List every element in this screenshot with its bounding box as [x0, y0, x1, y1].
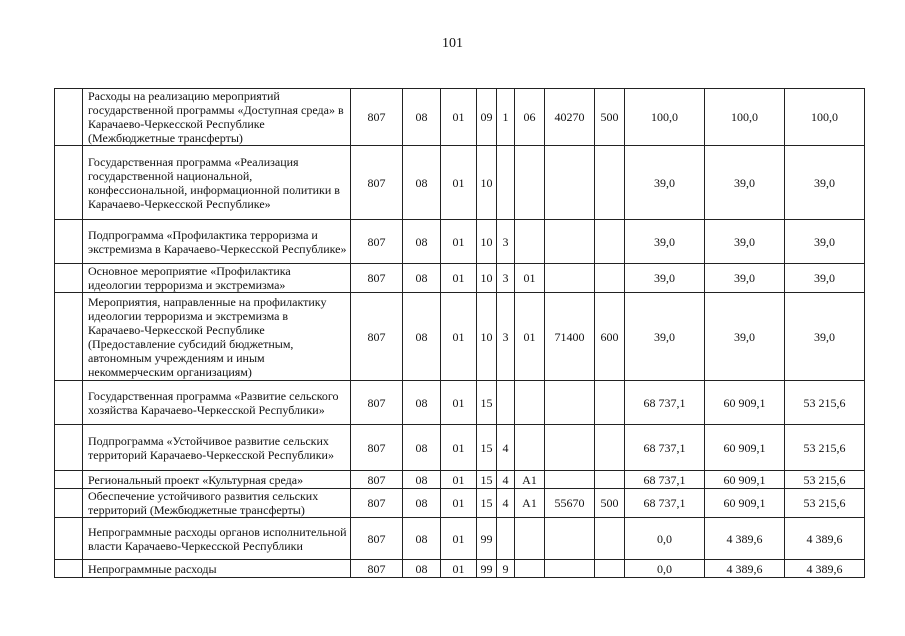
amount-year-1-cell: 0,0	[625, 560, 705, 578]
subsection-code-cell: 01	[441, 489, 477, 518]
program-code-cell: 15	[477, 471, 497, 489]
event-code-cell	[515, 560, 545, 578]
row-name-cell: Расходы на реализацию мероприятий государственной программы «Доступная среда» в Карачаево-Черкесской Республике (Межбюджетные трансферты)	[83, 89, 351, 146]
direction-code-cell	[545, 560, 595, 578]
table-row	[55, 518, 865, 560]
expense-type-code-cell	[595, 518, 625, 560]
subprogram-code-cell: 9	[497, 560, 515, 578]
row-name-cell: Непрограммные расходы	[83, 560, 351, 578]
row-name-cell: Обеспечение устойчивого развития сельских территорий (Межбюджетные трансферты)	[83, 489, 351, 518]
expense-type-code-cell: 600	[595, 293, 625, 381]
amount-year-2-cell: 4 389,6	[705, 518, 785, 560]
event-code-cell: 01	[515, 293, 545, 381]
amount-year-1-cell: 68 737,1	[625, 471, 705, 489]
subsection-code-cell: 01	[441, 89, 477, 146]
subsection-code-cell: 01	[441, 381, 477, 425]
program-code-cell: 10	[477, 146, 497, 220]
program-code-cell: 15	[477, 425, 497, 471]
subsection-code-cell: 01	[441, 471, 477, 489]
expense-type-code-cell	[595, 471, 625, 489]
admin-code-cell: 807	[351, 264, 403, 293]
program-code-cell: 10	[477, 293, 497, 381]
subsection-code-cell: 01	[441, 425, 477, 471]
row-name-cell: Государственная программа «Развитие сельского хозяйства Карачаево-Черкесской Республики»	[83, 381, 351, 425]
section-code-cell: 08	[403, 89, 441, 146]
table-row	[55, 220, 865, 264]
direction-code-cell: 71400	[545, 293, 595, 381]
event-code-cell	[515, 146, 545, 220]
direction-code-cell: 55670	[545, 489, 595, 518]
subprogram-code-cell	[497, 518, 515, 560]
admin-code-cell: 807	[351, 89, 403, 146]
section-code-cell: 08	[403, 264, 441, 293]
section-code-cell: 08	[403, 471, 441, 489]
amount-year-1-cell: 0,0	[625, 518, 705, 560]
subsection-code-cell: 01	[441, 220, 477, 264]
amount-year-3-cell: 39,0	[785, 146, 865, 220]
expense-type-code-cell	[595, 425, 625, 471]
amount-year-3-cell: 53 215,6	[785, 471, 865, 489]
amount-year-2-cell: 39,0	[705, 220, 785, 264]
row-name-cell: Непрограммные расходы органов исполнительной власти Карачаево-Черкесской Республики	[83, 518, 351, 560]
amount-year-1-cell: 100,0	[625, 89, 705, 146]
row-blank-cell	[55, 518, 83, 560]
table-body	[55, 89, 865, 578]
amount-year-2-cell: 39,0	[705, 146, 785, 220]
expense-type-code-cell: 500	[595, 89, 625, 146]
subprogram-code-cell: 3	[497, 220, 515, 264]
table-row	[55, 146, 865, 220]
amount-year-2-cell: 39,0	[705, 264, 785, 293]
amount-year-3-cell: 39,0	[785, 220, 865, 264]
row-blank-cell	[55, 471, 83, 489]
program-code-cell: 15	[477, 489, 497, 518]
table-row	[55, 560, 865, 578]
row-blank-cell	[55, 220, 83, 264]
expense-type-code-cell	[595, 381, 625, 425]
row-blank-cell	[55, 89, 83, 146]
subprogram-code-cell: 4	[497, 471, 515, 489]
row-blank-cell	[55, 560, 83, 578]
direction-code-cell	[545, 220, 595, 264]
table-row	[55, 293, 865, 381]
program-code-cell: 10	[477, 220, 497, 264]
subprogram-code-cell: 3	[497, 264, 515, 293]
program-code-cell: 99	[477, 560, 497, 578]
subsection-code-cell: 01	[441, 293, 477, 381]
admin-code-cell: 807	[351, 560, 403, 578]
row-blank-cell	[55, 489, 83, 518]
event-code-cell	[515, 381, 545, 425]
amount-year-2-cell: 60 909,1	[705, 489, 785, 518]
subprogram-code-cell	[497, 146, 515, 220]
event-code-cell: A1	[515, 489, 545, 518]
row-name-cell: Подпрограмма «Устойчивое развитие сельских территорий Карачаево-Черкесской Республики»	[83, 425, 351, 471]
direction-code-cell	[545, 518, 595, 560]
budget-table	[54, 88, 865, 578]
table-row	[55, 89, 865, 146]
event-code-cell: A1	[515, 471, 545, 489]
table-row	[55, 264, 865, 293]
expense-type-code-cell	[595, 560, 625, 578]
admin-code-cell: 807	[351, 518, 403, 560]
amount-year-3-cell: 53 215,6	[785, 425, 865, 471]
section-code-cell: 08	[403, 518, 441, 560]
amount-year-3-cell: 39,0	[785, 264, 865, 293]
event-code-cell	[515, 518, 545, 560]
direction-code-cell	[545, 381, 595, 425]
expense-type-code-cell	[595, 264, 625, 293]
admin-code-cell: 807	[351, 381, 403, 425]
row-name-cell: Региональный проект «Культурная среда»	[83, 471, 351, 489]
amount-year-1-cell: 39,0	[625, 146, 705, 220]
amount-year-1-cell: 68 737,1	[625, 489, 705, 518]
expense-type-code-cell	[595, 146, 625, 220]
amount-year-3-cell: 53 215,6	[785, 489, 865, 518]
admin-code-cell: 807	[351, 293, 403, 381]
row-name-cell: Подпрограмма «Профилактика терроризма и экстремизма в Карачаево-Черкесской Республике»	[83, 220, 351, 264]
section-code-cell: 08	[403, 220, 441, 264]
amount-year-2-cell: 100,0	[705, 89, 785, 146]
section-code-cell: 08	[403, 489, 441, 518]
subsection-code-cell: 01	[441, 518, 477, 560]
table-row	[55, 425, 865, 471]
expense-type-code-cell: 500	[595, 489, 625, 518]
row-name-cell: Основное мероприятие «Профилактика идеологии терроризма и экстремизма»	[83, 264, 351, 293]
row-blank-cell	[55, 425, 83, 471]
section-code-cell: 08	[403, 381, 441, 425]
event-code-cell: 06	[515, 89, 545, 146]
amount-year-2-cell: 39,0	[705, 293, 785, 381]
row-blank-cell	[55, 381, 83, 425]
program-code-cell: 09	[477, 89, 497, 146]
row-blank-cell	[55, 146, 83, 220]
expense-type-code-cell	[595, 220, 625, 264]
amount-year-3-cell: 53 215,6	[785, 381, 865, 425]
direction-code-cell	[545, 471, 595, 489]
page-number: 101	[442, 36, 463, 51]
subprogram-code-cell: 4	[497, 425, 515, 471]
amount-year-2-cell: 4 389,6	[705, 560, 785, 578]
direction-code-cell	[545, 425, 595, 471]
admin-code-cell: 807	[351, 489, 403, 518]
amount-year-1-cell: 39,0	[625, 220, 705, 264]
amount-year-3-cell: 39,0	[785, 293, 865, 381]
section-code-cell: 08	[403, 146, 441, 220]
direction-code-cell	[545, 264, 595, 293]
subprogram-code-cell: 4	[497, 489, 515, 518]
row-name-cell: Мероприятия, направленные на профилактику идеологии терроризма и экстремизма в Карачаево-Черкесской Республике (Предоставление субсидий бюджетным, автономным учреждениям и иным некоммерческим организациям)	[83, 293, 351, 381]
section-code-cell: 08	[403, 560, 441, 578]
event-code-cell	[515, 220, 545, 264]
amount-year-3-cell: 4 389,6	[785, 560, 865, 578]
admin-code-cell: 807	[351, 220, 403, 264]
admin-code-cell: 807	[351, 471, 403, 489]
direction-code-cell	[545, 146, 595, 220]
subprogram-code-cell: 3	[497, 293, 515, 381]
section-code-cell: 08	[403, 425, 441, 471]
admin-code-cell: 807	[351, 425, 403, 471]
amount-year-3-cell: 4 389,6	[785, 518, 865, 560]
amount-year-1-cell: 68 737,1	[625, 425, 705, 471]
amount-year-2-cell: 60 909,1	[705, 425, 785, 471]
event-code-cell: 01	[515, 264, 545, 293]
amount-year-2-cell: 60 909,1	[705, 381, 785, 425]
table-row	[55, 471, 865, 489]
row-blank-cell	[55, 264, 83, 293]
row-blank-cell	[55, 293, 83, 381]
admin-code-cell: 807	[351, 146, 403, 220]
table-row	[55, 489, 865, 518]
amount-year-1-cell: 39,0	[625, 293, 705, 381]
event-code-cell	[515, 425, 545, 471]
program-code-cell: 15	[477, 381, 497, 425]
amount-year-1-cell: 68 737,1	[625, 381, 705, 425]
subsection-code-cell: 01	[441, 146, 477, 220]
direction-code-cell: 40270	[545, 89, 595, 146]
subprogram-code-cell: 1	[497, 89, 515, 146]
amount-year-3-cell: 100,0	[785, 89, 865, 146]
amount-year-2-cell: 60 909,1	[705, 471, 785, 489]
amount-year-1-cell: 39,0	[625, 264, 705, 293]
subsection-code-cell: 01	[441, 264, 477, 293]
section-code-cell: 08	[403, 293, 441, 381]
subprogram-code-cell	[497, 381, 515, 425]
program-code-cell: 99	[477, 518, 497, 560]
subsection-code-cell: 01	[441, 560, 477, 578]
table-row	[55, 381, 865, 425]
row-name-cell: Государственная программа «Реализация государственной национальной, конфессиональной, информационной политики в Карачаево-Черкесской Республике»	[83, 146, 351, 220]
program-code-cell: 10	[477, 264, 497, 293]
